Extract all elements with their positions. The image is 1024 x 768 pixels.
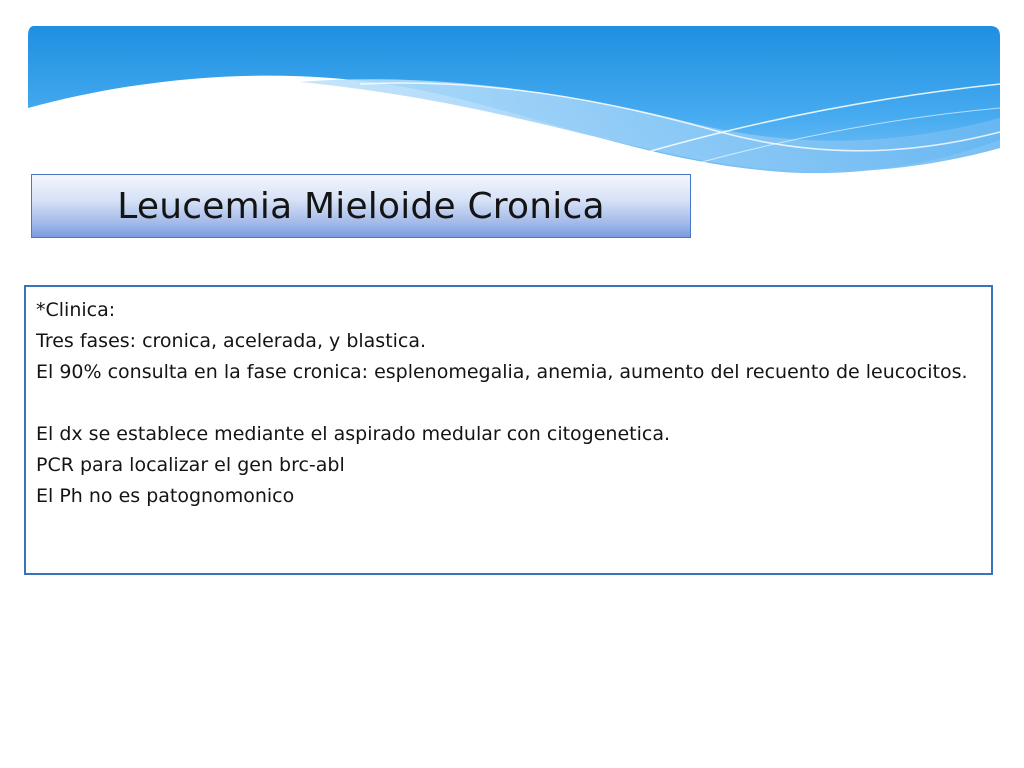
slide-title: Leucemia Mieloide Cronica <box>117 185 605 227</box>
content-line-diagnostico: El dx se establece mediante el aspirado medular con citogenetica. <box>36 423 671 445</box>
content-line-pcr: PCR para localizar el gen brc-abl <box>36 454 345 476</box>
content-text-box <box>24 285 993 575</box>
header-wave-decoration <box>0 0 1024 190</box>
content-line-clinica: *Clinica: <box>36 299 116 321</box>
content-line-ph: El Ph no es patognomonico <box>36 485 295 507</box>
content-line-blank <box>36 388 981 419</box>
content-line-fase-cronica: El 90% consulta en la fase cronica: esplenomegalia, anemia, aumento del recuento de leucocitos. <box>36 361 968 383</box>
content-line-fases: Tres fases: cronica, acelerada, y blastica. <box>36 330 427 352</box>
slide-title-box <box>31 174 691 238</box>
